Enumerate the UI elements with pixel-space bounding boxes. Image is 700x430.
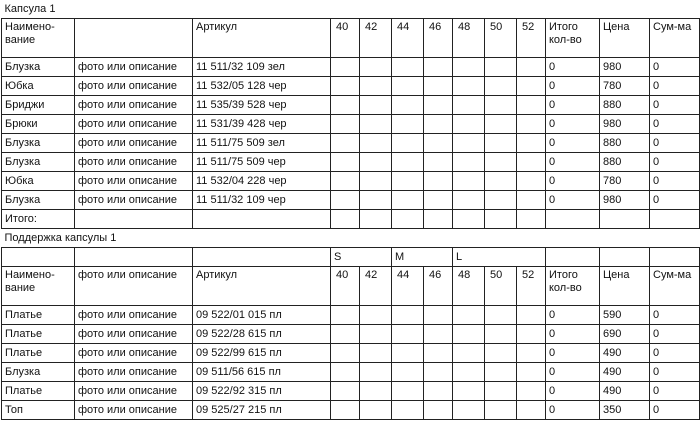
table-row	[2, 96, 700, 115]
item-photo: фото или описание	[75, 153, 193, 172]
header-size: 48	[453, 267, 485, 306]
item-sum: 0	[650, 172, 700, 191]
size-qty-cell	[453, 325, 485, 344]
item-name: Платье	[2, 306, 75, 325]
header-sum: Сум-ма	[650, 19, 700, 58]
item-sum: 0	[650, 77, 700, 96]
order-table	[1, 0, 700, 420]
table-row	[2, 363, 700, 382]
size-qty-cell	[453, 191, 485, 210]
item-price: 980	[600, 191, 650, 210]
item-photo: фото или описание	[75, 191, 193, 210]
empty-cell	[331, 210, 360, 229]
table-row	[2, 382, 700, 401]
size-qty-cell	[424, 363, 453, 382]
size-qty-cell	[424, 115, 453, 134]
header-row	[2, 267, 700, 306]
header-size: 52	[517, 267, 546, 306]
size-qty-cell	[485, 382, 517, 401]
item-total-qty: 0	[546, 191, 600, 210]
table-row	[2, 306, 700, 325]
size-qty-cell	[453, 77, 485, 96]
total-label: Итого:	[2, 210, 75, 229]
size-qty-cell	[424, 58, 453, 77]
item-name: Топ	[2, 401, 75, 420]
item-total-qty: 0	[546, 77, 600, 96]
size-qty-cell	[331, 172, 360, 191]
total-row	[2, 210, 700, 229]
header-size: 46	[424, 267, 453, 306]
item-photo: фото или описание	[75, 306, 193, 325]
size-qty-cell	[392, 172, 424, 191]
size-qty-cell	[331, 306, 360, 325]
size-qty-cell	[453, 306, 485, 325]
size-qty-cell	[392, 306, 424, 325]
size-qty-cell	[517, 96, 546, 115]
item-sum: 0	[650, 306, 700, 325]
size-qty-cell	[392, 96, 424, 115]
header-price: Цена	[600, 267, 650, 306]
size-qty-cell	[360, 363, 392, 382]
empty-cell	[546, 210, 600, 229]
empty-cell	[600, 210, 650, 229]
size-qty-cell	[453, 96, 485, 115]
table-row	[2, 191, 700, 210]
size-qty-cell	[392, 325, 424, 344]
item-price: 780	[600, 172, 650, 191]
size-qty-cell	[424, 153, 453, 172]
item-article: 09 522/28 615 пл	[193, 325, 331, 344]
size-group-l: L	[453, 248, 546, 267]
header-sum: Сум-ма	[650, 267, 700, 306]
item-article: 09 522/99 615 пл	[193, 344, 331, 363]
item-price: 880	[600, 153, 650, 172]
size-qty-cell	[424, 134, 453, 153]
size-qty-cell	[331, 96, 360, 115]
size-qty-cell	[485, 153, 517, 172]
size-qty-cell	[331, 77, 360, 96]
size-qty-cell	[517, 191, 546, 210]
item-total-qty: 0	[546, 115, 600, 134]
item-name: Юбка	[2, 172, 75, 191]
size-qty-cell	[360, 115, 392, 134]
size-qty-cell	[392, 191, 424, 210]
item-total-qty: 0	[546, 172, 600, 191]
size-qty-cell	[424, 325, 453, 344]
item-article: 11 532/04 228 чер	[193, 172, 331, 191]
size-qty-cell	[517, 115, 546, 134]
item-article: 09 522/92 315 пл	[193, 382, 331, 401]
size-qty-cell	[331, 191, 360, 210]
item-total-qty: 0	[546, 344, 600, 363]
item-price: 980	[600, 58, 650, 77]
item-article: 09 525/27 215 пл	[193, 401, 331, 420]
item-price: 780	[600, 77, 650, 96]
size-qty-cell	[331, 363, 360, 382]
size-qty-cell	[360, 306, 392, 325]
item-article: 11 535/39 528 чер	[193, 96, 331, 115]
size-qty-cell	[360, 325, 392, 344]
item-photo: фото или описание	[75, 325, 193, 344]
table-row	[2, 58, 700, 77]
size-qty-cell	[517, 172, 546, 191]
size-qty-cell	[485, 77, 517, 96]
item-photo: фото или описание	[75, 134, 193, 153]
size-qty-cell	[360, 134, 392, 153]
item-article: 09 522/01 015 пл	[193, 306, 331, 325]
size-qty-cell	[331, 153, 360, 172]
size-qty-cell	[517, 382, 546, 401]
size-qty-cell	[517, 401, 546, 420]
item-photo: фото или описание	[75, 363, 193, 382]
item-total-qty: 0	[546, 58, 600, 77]
size-qty-cell	[360, 153, 392, 172]
size-qty-cell	[485, 325, 517, 344]
size-qty-cell	[392, 401, 424, 420]
item-name: Блузка	[2, 134, 75, 153]
size-qty-cell	[392, 58, 424, 77]
item-total-qty: 0	[546, 382, 600, 401]
item-sum: 0	[650, 344, 700, 363]
empty-cell	[193, 248, 331, 267]
table-row	[2, 344, 700, 363]
item-photo: фото или описание	[75, 96, 193, 115]
size-qty-cell	[453, 382, 485, 401]
item-name: Блузка	[2, 153, 75, 172]
table-row	[2, 115, 700, 134]
size-qty-cell	[360, 191, 392, 210]
size-qty-cell	[485, 134, 517, 153]
size-qty-cell	[424, 344, 453, 363]
item-name: Платье	[2, 344, 75, 363]
size-qty-cell	[485, 172, 517, 191]
header-total-qty: Итого кол-во	[546, 19, 600, 58]
item-price: 490	[600, 363, 650, 382]
item-sum: 0	[650, 363, 700, 382]
item-price: 980	[600, 115, 650, 134]
size-qty-cell	[453, 172, 485, 191]
size-qty-cell	[331, 134, 360, 153]
size-qty-cell	[485, 306, 517, 325]
item-article: 11 531/39 428 чер	[193, 115, 331, 134]
size-qty-cell	[424, 382, 453, 401]
size-qty-cell	[517, 134, 546, 153]
item-total-qty: 0	[546, 363, 600, 382]
header-total-qty: Итого кол-во	[546, 267, 600, 306]
size-qty-cell	[485, 401, 517, 420]
item-sum: 0	[650, 115, 700, 134]
item-price: 350	[600, 401, 650, 420]
size-qty-cell	[453, 153, 485, 172]
table-row	[2, 77, 700, 96]
item-total-qty: 0	[546, 96, 600, 115]
item-total-qty: 0	[546, 325, 600, 344]
size-qty-cell	[392, 153, 424, 172]
size-qty-cell	[331, 401, 360, 420]
header-name: Наимено-вание	[2, 19, 75, 58]
size-qty-cell	[331, 344, 360, 363]
empty-cell	[650, 248, 700, 267]
size-qty-cell	[485, 363, 517, 382]
section-title-row	[2, 229, 700, 248]
header-size: 46	[424, 19, 453, 58]
size-qty-cell	[517, 363, 546, 382]
header-size: 52	[517, 19, 546, 58]
header-size: 44	[392, 19, 424, 58]
item-photo: фото или описание	[75, 115, 193, 134]
header-price: Цена	[600, 19, 650, 58]
empty-cell	[424, 210, 453, 229]
size-group-s: S	[331, 248, 392, 267]
size-qty-cell	[360, 382, 392, 401]
header-size: 40	[331, 19, 360, 58]
size-qty-cell	[453, 115, 485, 134]
size-qty-cell	[517, 306, 546, 325]
item-total-qty: 0	[546, 401, 600, 420]
empty-cell	[650, 210, 700, 229]
size-qty-cell	[424, 172, 453, 191]
size-qty-cell	[485, 191, 517, 210]
item-photo: фото или описание	[75, 382, 193, 401]
empty-cell	[193, 210, 331, 229]
item-sum: 0	[650, 401, 700, 420]
size-qty-cell	[453, 401, 485, 420]
section-title: Поддержка капсулы 1	[2, 229, 700, 248]
item-price: 880	[600, 134, 650, 153]
item-photo: фото или описание	[75, 344, 193, 363]
item-sum: 0	[650, 58, 700, 77]
table-row	[2, 172, 700, 191]
table-row	[2, 401, 700, 420]
size-qty-cell	[424, 96, 453, 115]
empty-cell	[546, 248, 600, 267]
size-qty-cell	[517, 325, 546, 344]
item-photo: фото или описание	[75, 172, 193, 191]
size-qty-cell	[331, 58, 360, 77]
item-photo: фото или описание	[75, 58, 193, 77]
item-article: 11 511/32 109 чер	[193, 191, 331, 210]
item-photo: фото или описание	[75, 401, 193, 420]
table-row	[2, 134, 700, 153]
size-qty-cell	[392, 363, 424, 382]
size-qty-cell	[485, 96, 517, 115]
size-qty-cell	[360, 172, 392, 191]
size-qty-cell	[453, 58, 485, 77]
header-row	[2, 19, 700, 58]
empty-cell	[75, 210, 193, 229]
size-qty-cell	[360, 77, 392, 96]
header-size: 42	[360, 267, 392, 306]
size-qty-cell	[485, 344, 517, 363]
item-name: Юбка	[2, 77, 75, 96]
header-photo	[75, 19, 193, 58]
size-qty-cell	[517, 344, 546, 363]
empty-cell	[600, 248, 650, 267]
item-total-qty: 0	[546, 306, 600, 325]
size-qty-cell	[360, 58, 392, 77]
item-name: Платье	[2, 382, 75, 401]
size-qty-cell	[453, 363, 485, 382]
header-size: 50	[485, 19, 517, 58]
size-qty-cell	[517, 77, 546, 96]
size-qty-cell	[517, 153, 546, 172]
empty-cell	[75, 248, 193, 267]
item-price: 590	[600, 306, 650, 325]
item-sum: 0	[650, 153, 700, 172]
item-name: Блузка	[2, 363, 75, 382]
item-total-qty: 0	[546, 153, 600, 172]
size-group-m: M	[392, 248, 453, 267]
size-qty-cell	[331, 382, 360, 401]
size-qty-cell	[392, 344, 424, 363]
empty-cell	[392, 210, 424, 229]
size-qty-cell	[517, 58, 546, 77]
item-article: 09 511/56 615 пл	[193, 363, 331, 382]
size-qty-cell	[392, 382, 424, 401]
table-row	[2, 325, 700, 344]
item-name: Блузка	[2, 58, 75, 77]
item-article: 11 532/05 128 чер	[193, 77, 331, 96]
item-price: 490	[600, 382, 650, 401]
size-qty-cell	[424, 401, 453, 420]
item-sum: 0	[650, 191, 700, 210]
empty-cell	[360, 210, 392, 229]
item-article: 11 511/75 509 чер	[193, 153, 331, 172]
item-article: 11 511/32 109 зел	[193, 58, 331, 77]
header-size: 44	[392, 267, 424, 306]
item-name: Бриджи	[2, 96, 75, 115]
section-title-row	[2, 0, 700, 19]
size-qty-cell	[360, 96, 392, 115]
size-qty-cell	[392, 115, 424, 134]
item-photo: фото или описание	[75, 77, 193, 96]
size-qty-cell	[424, 306, 453, 325]
item-name: Брюки	[2, 115, 75, 134]
size-qty-cell	[360, 401, 392, 420]
item-price: 490	[600, 344, 650, 363]
table-row	[2, 153, 700, 172]
item-sum: 0	[650, 134, 700, 153]
size-qty-cell	[360, 344, 392, 363]
item-article: 11 511/75 509 зел	[193, 134, 331, 153]
empty-cell	[453, 210, 485, 229]
header-name: Наимено-вание	[2, 267, 75, 306]
size-qty-cell	[331, 115, 360, 134]
item-price: 690	[600, 325, 650, 344]
section-title: Капсула 1	[2, 0, 700, 19]
size-qty-cell	[331, 325, 360, 344]
header-size: 50	[485, 267, 517, 306]
item-name: Платье	[2, 325, 75, 344]
header-article: Артикул	[193, 19, 331, 58]
size-qty-cell	[485, 115, 517, 134]
size-qty-cell	[392, 77, 424, 96]
item-sum: 0	[650, 96, 700, 115]
item-total-qty: 0	[546, 134, 600, 153]
item-name: Блузка	[2, 191, 75, 210]
header-size: 42	[360, 19, 392, 58]
size-qty-cell	[424, 191, 453, 210]
header-article: Артикул	[193, 267, 331, 306]
size-qty-cell	[453, 134, 485, 153]
header-size: 40	[331, 267, 360, 306]
size-group-row	[2, 248, 700, 267]
item-sum: 0	[650, 382, 700, 401]
header-size: 48	[453, 19, 485, 58]
size-qty-cell	[392, 134, 424, 153]
empty-cell	[2, 248, 75, 267]
item-sum: 0	[650, 325, 700, 344]
size-qty-cell	[424, 77, 453, 96]
size-qty-cell	[485, 58, 517, 77]
header-photo: фото или описание	[75, 267, 193, 306]
empty-cell	[485, 210, 517, 229]
empty-cell	[517, 210, 546, 229]
size-qty-cell	[453, 344, 485, 363]
item-price: 880	[600, 96, 650, 115]
